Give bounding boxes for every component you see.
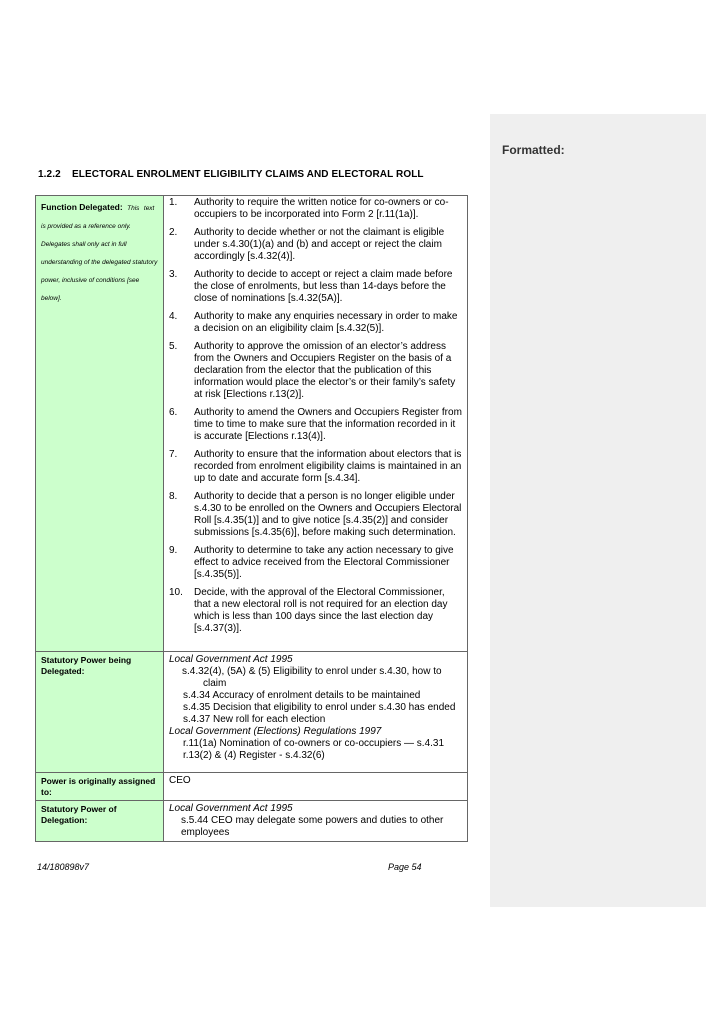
comment-pane [490,114,706,907]
authority-item-number: 8. [169,491,178,502]
authority-list [169,197,462,635]
authority-item [169,269,462,305]
act1-section-2: s.4.34 Accuracy of enrolment details to be maintained [183,690,421,701]
statutory-power-cell [164,652,468,773]
statutory-power-row [36,652,468,773]
authority-item-number: 3. [169,269,178,280]
authority-item-text: Authority to make any enquiries necessary in order to make a decision on an eligibility claim [s.4.32(5)]. [194,311,458,334]
authority-item [169,197,462,221]
function-delegated-label: Function Delegated: [41,202,123,212]
assigned-label-cell [36,773,164,801]
delegation-act-title: Local Government Act 1995 [169,803,293,814]
section-heading [38,169,424,180]
function-delegated-row [36,196,468,652]
authority-item [169,587,462,635]
authority-item-text: Authority to ensure that the information about electors that is recorded from enrolment eligibility claims is maintained in an up to date and accurate form [s.4.34]. [194,449,462,484]
section-title: ELECTORAL ENROLMENT ELIGIBILITY CLAIMS AND ELECTORAL ROLL [72,169,424,180]
authority-item-number: 9. [169,545,178,556]
authority-item-text: Authority to determine to take any action necessary to give effect to advice received from the Electoral Commissioner [s.4.35(5)]. [194,545,454,580]
authority-item-text: Decide, with the approval of the Electoral Commissioner, that a new electoral roll is not required for an election day which is less than 100 days since the last election day [s.4.37(3)]. [194,587,448,634]
delegation-power-label-cell [36,801,164,842]
assigned-row [36,773,468,801]
statutory-power-label-cell [36,652,164,773]
authority-item-number: 5. [169,341,178,352]
authority-item-number: 7. [169,449,178,460]
footer-page-number: Page 54 [388,862,422,872]
authority-item-text: Authority to approve the omission of an elector’s address from the Owners and Occupiers Register on the basis of a declaration from the elector that the publication of this information would place the elector’s or their family’s safety at risk [Elections r.13(2)]. [194,341,456,400]
function-delegated-items [164,196,468,652]
authority-item-text: Authority to decide whether or not the claimant is eligible under s.4.30(1)(a) and (b) and accept or reject the claim accordingly [s.4.32(4)]. [194,227,445,262]
authority-item [169,311,462,335]
authority-item-text: Authority to decide to accept or reject a claim made before the close of enrolments, but less than 14-days before the close of nominations [s.4.32(5A)]. [194,269,453,304]
act1-title: Local Government Act 1995 [169,654,293,665]
function-delegated-note-start: This [127,205,140,212]
authority-item-number: 2. [169,227,178,238]
authority-item [169,227,462,263]
act1-section-3: s.4.35 Decision that eligibility to enrol under s.4.30 has ended [183,702,456,713]
assigned-value: CEO [164,773,468,801]
authority-item-number: 10. [169,587,183,598]
act1-section-4: s.4.37 New roll for each election [183,714,326,725]
authority-item [169,449,462,485]
authority-item-text: Authority to amend the Owners and Occupiers Register from time to time to make sure that the information recorded in it is accurate [Elections r.13(4)]. [194,407,462,442]
comment-pane-title: Formatted: [502,143,565,157]
delegation-power-row [36,801,468,842]
authority-item [169,341,462,401]
authority-item [169,491,462,539]
authority-item-number: 4. [169,311,178,322]
delegation-section: s.5.44 CEO may delegate some powers and duties to other employees [181,815,444,838]
footer-doc-ref: 14/180898v7 [37,862,90,872]
delegation-table [35,195,468,842]
section-number: 1.2.2 [38,169,61,180]
act1-section-1: s.4.32(4), (5A) & (5) Eligibility to enrol under s.4.30, how to claim [182,666,442,689]
function-delegated-note: text is provided as a reference only. Delegates shall only act in full understanding of the delegated statutory power, inclusive of conditions [see below]. [41,205,158,302]
act2-title: Local Government (Elections) Regulations 1997 [169,726,382,737]
delegation-power-cell [164,801,468,842]
assigned-label: Power is originally assigned to: [41,776,156,797]
authority-item [169,407,462,443]
function-delegated-label-cell [36,196,164,652]
act2-section-2: r.13(2) & (4) Register - s.4.32(6) [183,750,325,761]
authority-item-number: 1. [169,197,178,208]
statutory-power-label: Statutory Power being Delegated: [41,655,132,676]
authority-item-text: Authority to require the written notice for co-owners or co-occupiers to be incorporated into Form 2 [r.11(1a)]. [194,197,449,220]
authority-item-number: 6. [169,407,178,418]
delegation-power-label: Statutory Power of Delegation: [41,804,117,825]
authority-item-text: Authority to decide that a person is no longer eligible under s.4.30 to be enrolled on the Owners and Occupiers Electoral Roll [s.4.35(1)] and to give notice [s.4.35(2)] and consider submissions [s.4.35(6)], before making such determination. [194,491,462,538]
authority-item [169,545,462,581]
act2-section-1: r.11(1a) Nomination of co-owners or co-occupiers — s.4.31 [183,738,445,749]
